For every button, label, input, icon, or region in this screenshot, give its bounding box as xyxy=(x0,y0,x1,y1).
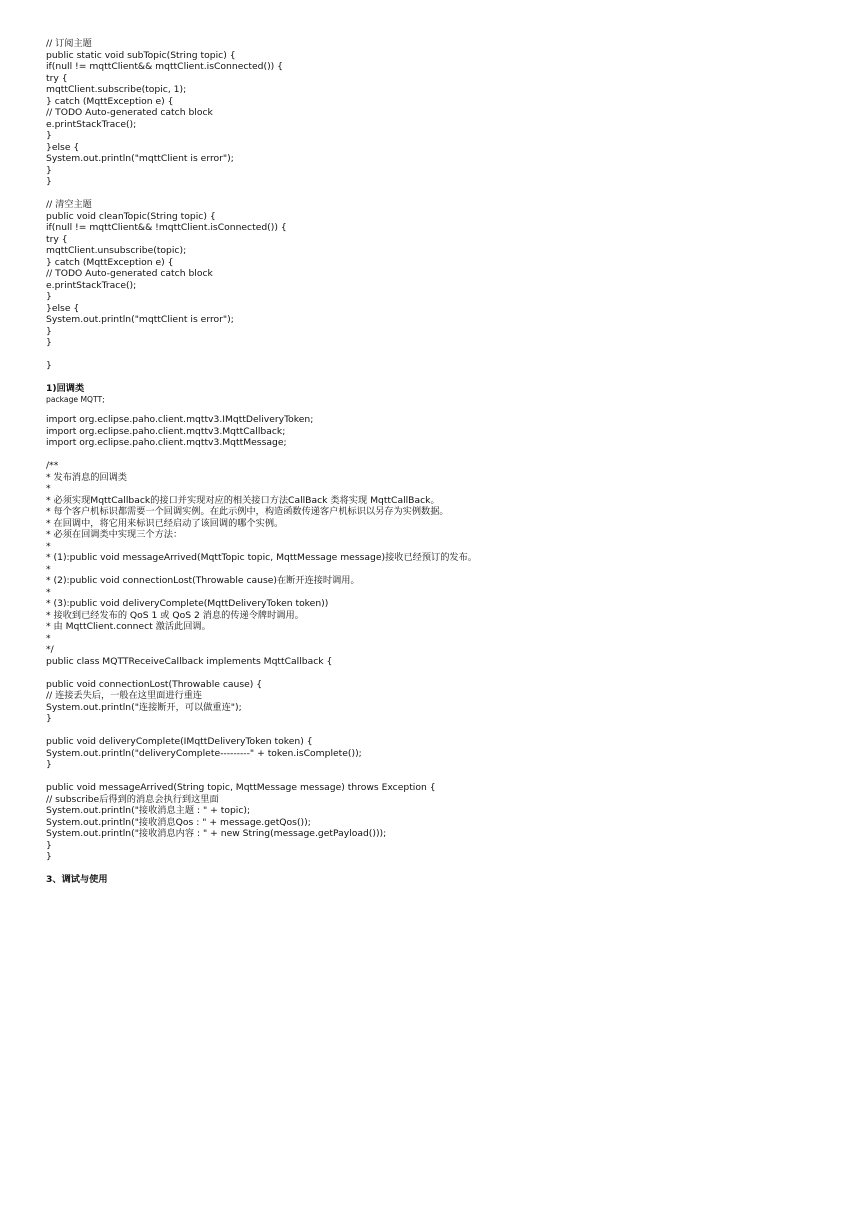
code-line: mqttClient.subscribe(topic, 1); xyxy=(46,84,187,95)
code-line: // subscribe后得到的消息会执行到这里面 xyxy=(46,793,219,805)
code-line: * xyxy=(46,483,51,494)
blank-line xyxy=(46,349,846,361)
blank-line xyxy=(46,188,846,200)
code-line: * (3):public void deliveryComplete(MqttDeliveryToken token)) xyxy=(46,598,329,609)
document-body xyxy=(46,38,846,886)
code-line: import org.eclipse.paho.client.mqttv3.IMqttDeliveryToken; xyxy=(46,414,314,425)
code-line: * 在回调中，将它用来标识已经启动了该回调的哪个实例。 xyxy=(46,517,284,529)
code-line: // 连接丢失后，一般在这里面进行重连 xyxy=(46,690,203,701)
code-line: if(null != mqttClient&& !mqttClient.isConnected()) { xyxy=(46,222,287,233)
code-line: }else { xyxy=(46,141,80,153)
code-line: * (1):public void messageArrived(MqttTopic topic, MqttMessage message)接收已经预订的发布。 xyxy=(46,552,477,563)
code-line: public static void subTopic(String topic) { xyxy=(46,49,236,61)
code-line: } xyxy=(46,325,52,337)
code-line: * xyxy=(46,586,51,598)
code-line: public void deliveryComplete(IMqttDeliveryToken token) { xyxy=(46,736,313,747)
blank-line xyxy=(46,771,846,783)
blank-line xyxy=(46,725,846,737)
blank-line xyxy=(46,667,846,679)
code-line: * xyxy=(46,540,51,552)
code-line: */ xyxy=(46,644,54,655)
code-line: System.out.println("接收消息内容 : " + new String(message.getPayload())); xyxy=(46,828,387,839)
code-line: e.printStackTrace(); xyxy=(46,118,137,130)
blank-line xyxy=(46,372,846,384)
code-line: } catch (MqttException e) { xyxy=(46,95,174,107)
code-line: import org.eclipse.paho.client.mqttv3.MqttCallback; xyxy=(46,425,286,437)
code-line: } xyxy=(46,759,52,770)
code-line: public void messageArrived(String topic, MqttMessage message) throws Exception { xyxy=(46,782,436,793)
code-line: } xyxy=(46,360,52,371)
code-line: System.out.println("mqttClient is error"); xyxy=(46,153,234,164)
code-line: if(null != mqttClient&& mqttClient.isConnected()) { xyxy=(46,61,284,72)
code-line: * xyxy=(46,632,51,644)
code-line: } xyxy=(46,291,52,302)
code-line: * 发布消息的回调类 xyxy=(46,471,128,483)
code-line: } xyxy=(46,337,52,348)
blank-line xyxy=(46,863,846,875)
code-line: * 由 MqttClient.connect 激活此回调。 xyxy=(46,621,211,632)
code-line: } xyxy=(46,839,52,851)
section-heading-callback-class: 1)回调类 xyxy=(46,383,85,394)
code-line: System.out.println("mqttClient is error"); xyxy=(46,314,234,325)
code-line: try { xyxy=(46,233,68,245)
code-line: public void cleanTopic(String topic) { xyxy=(46,210,216,222)
section-heading-debug-usage: 3、调试与使用 xyxy=(46,874,108,885)
blank-line xyxy=(46,449,846,461)
code-line: } catch (MqttException e) { xyxy=(46,256,174,268)
code-line: * (2):public void connectionLost(Throwable cause)在断开连接时调用。 xyxy=(46,575,360,586)
code-line: System.out.println("连接断开，可以做重连"); xyxy=(46,701,242,713)
code-line: try { xyxy=(46,72,68,84)
code-line: }else { xyxy=(46,302,80,314)
code-line: /** xyxy=(46,460,59,471)
code-line: System.out.println("接收消息主题 : " + topic); xyxy=(46,805,251,816)
code-line: // TODO Auto-generated catch block xyxy=(46,268,213,279)
code-line: * xyxy=(46,563,51,575)
code-line: mqttClient.unsubscribe(topic); xyxy=(46,245,187,256)
blank-line xyxy=(46,404,846,414)
code-line: public class MQTTReceiveCallback implements MqttCallback { xyxy=(46,655,333,667)
code-line: } xyxy=(46,176,52,187)
code-line: * 必须在回调类中实现三个方法： xyxy=(46,529,183,540)
code-line: // 订阅主题 xyxy=(46,38,92,49)
code-line: public void connectionLost(Throwable cause) { xyxy=(46,678,263,690)
code-line: // TODO Auto-generated catch block xyxy=(46,107,213,118)
code-line: * 接收到已经发布的 QoS 1 或 QoS 2 消息的传递令牌时调用。 xyxy=(46,609,304,621)
code-line: * 必须实现MqttCallback的接口并实现对应的相关接口方法CallBack 类将实现 MqttCallBack。 xyxy=(46,494,440,506)
code-line: e.printStackTrace(); xyxy=(46,279,137,291)
code-line: System.out.println("deliveryComplete---------" + token.isComplete()); xyxy=(46,747,362,759)
code-line: * 每个客户机标识都需要一个回调实例。在此示例中，构造函数传递客户机标识以另存为实例数据。 xyxy=(46,506,449,517)
code-line: // 清空主题 xyxy=(46,199,92,210)
code-line: } xyxy=(46,164,52,176)
code-line: } xyxy=(46,713,52,724)
code-line: } xyxy=(46,851,52,862)
code-line: } xyxy=(46,130,52,141)
code-line: import org.eclipse.paho.client.mqttv3.MqttMessage; xyxy=(46,437,287,448)
code-line: System.out.println("接收消息Qos : " + message.getQos()); xyxy=(46,816,311,828)
code-line: package MQTT; xyxy=(46,394,105,404)
